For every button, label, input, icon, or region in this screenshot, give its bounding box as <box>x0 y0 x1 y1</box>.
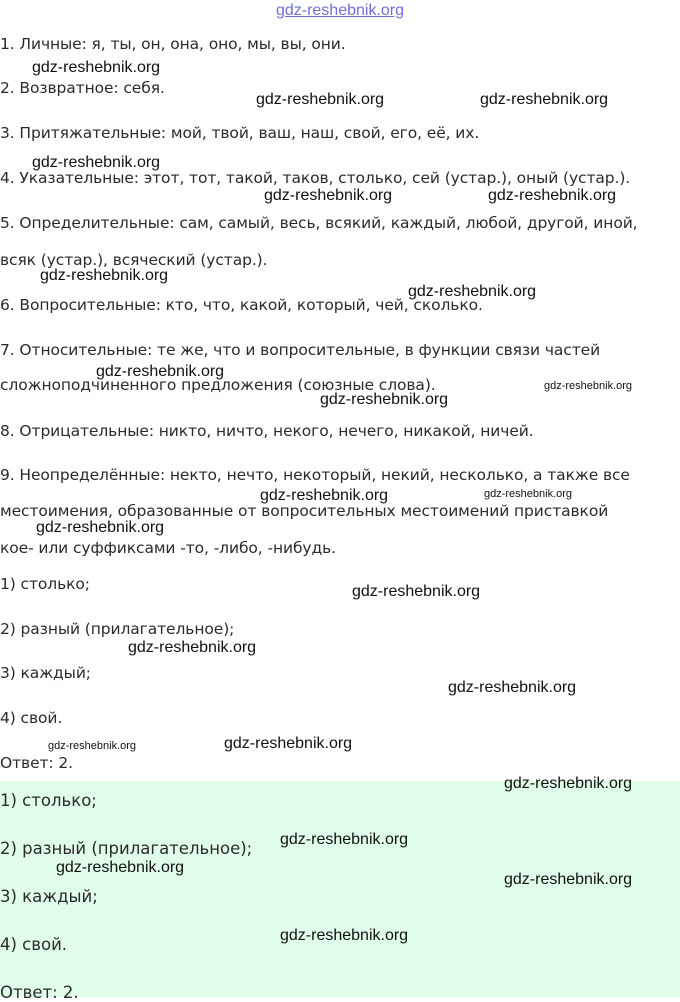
site-link[interactable]: gdz-reshebnik.org <box>275 2 405 19</box>
watermark: gdz-reshebnik.org <box>56 859 185 876</box>
watermark: gdz-reshebnik.org <box>280 927 409 944</box>
class-line-1: 1. Личные: я, ты, он, она, оно, мы, вы, они. <box>0 35 346 53</box>
watermark: gdz-reshebnik.org <box>544 380 633 392</box>
watermark: gdz-reshebnik.org <box>32 59 161 76</box>
option-4: 4) свой. <box>0 709 63 727</box>
watermark: gdz-reshebnik.org <box>32 154 161 171</box>
class-line-4: 4. Указательные: этот, тот, такой, таков, столько, сей (устар.), оный (устар.). <box>0 169 631 187</box>
class-line-3: 3. Притяжательные: мой, твой, ваш, наш, свой, его, её, их. <box>0 124 480 142</box>
class-line-5b: всяк (устар.), всяческий (устар.). <box>0 251 268 269</box>
watermark: gdz-reshebnik.org <box>264 187 393 204</box>
answer-box-option-4: 4) свой. <box>0 935 68 954</box>
option-3: 3) каждый; <box>0 664 91 682</box>
watermark: gdz-reshebnik.org <box>128 639 257 656</box>
watermark: gdz-reshebnik.org <box>224 735 353 752</box>
watermark: gdz-reshebnik.org <box>484 488 573 500</box>
watermark: gdz-reshebnik.org <box>408 283 537 300</box>
class-line-9b: местоимения, образованные от вопросительных местоимений приставкой <box>0 502 609 520</box>
option-2: 2) разный (прилагательное); <box>0 620 235 638</box>
answer-box-answer: Ответ: 2. <box>0 983 79 1002</box>
watermark: gdz-reshebnik.org <box>256 91 385 108</box>
class-line-2: 2. Возвратное: себя. <box>0 79 165 97</box>
answer-box-option-2: 2) разный (прилагательное); <box>0 839 253 858</box>
watermark: gdz-reshebnik.org <box>504 775 633 792</box>
watermark: gdz-reshebnik.org <box>448 679 577 696</box>
class-line-7: 7. Относительные: те же, что и вопросительные, в функции связи частей <box>0 341 601 359</box>
watermark: gdz-reshebnik.org <box>40 267 169 284</box>
watermark: gdz-reshebnik.org <box>36 519 165 536</box>
class-line-7b: сложноподчиненного предложения (союзные слова). <box>0 376 436 394</box>
class-line-5: 5. Определительные: сам, самый, весь, всякий, каждый, любой, другой, иной, <box>0 214 638 232</box>
answer-box-option-1: 1) столько; <box>0 791 97 810</box>
option-1: 1) столько; <box>0 575 90 593</box>
class-line-9: 9. Неопределённые: некто, нечто, некоторый, некий, несколько, а также все <box>0 466 630 484</box>
answer-box <box>0 781 680 1002</box>
watermark: gdz-reshebnik.org <box>48 740 137 752</box>
watermark: gdz-reshebnik.org <box>488 187 617 204</box>
watermark: gdz-reshebnik.org <box>504 871 633 888</box>
watermark: gdz-reshebnik.org <box>352 583 481 600</box>
answer-box-option-3: 3) каждый; <box>0 887 98 906</box>
class-line-6: 6. Вопросительные: кто, что, какой, который, чей, сколько. <box>0 296 483 314</box>
class-line-8: 8. Отрицательные: никто, ничто, некого, нечего, никакой, ничей. <box>0 422 534 440</box>
watermark: gdz-reshebnik.org <box>480 91 609 108</box>
watermark: gdz-reshebnik.org <box>280 831 409 848</box>
class-line-9c: кое- или суффиксами -то, -либо, -нибудь. <box>0 539 336 557</box>
answer-text: Ответ: 2. <box>0 754 73 772</box>
watermark: gdz-reshebnik.org <box>320 391 449 408</box>
watermark: gdz-reshebnik.org <box>260 487 389 504</box>
watermark: gdz-reshebnik.org <box>96 363 225 380</box>
